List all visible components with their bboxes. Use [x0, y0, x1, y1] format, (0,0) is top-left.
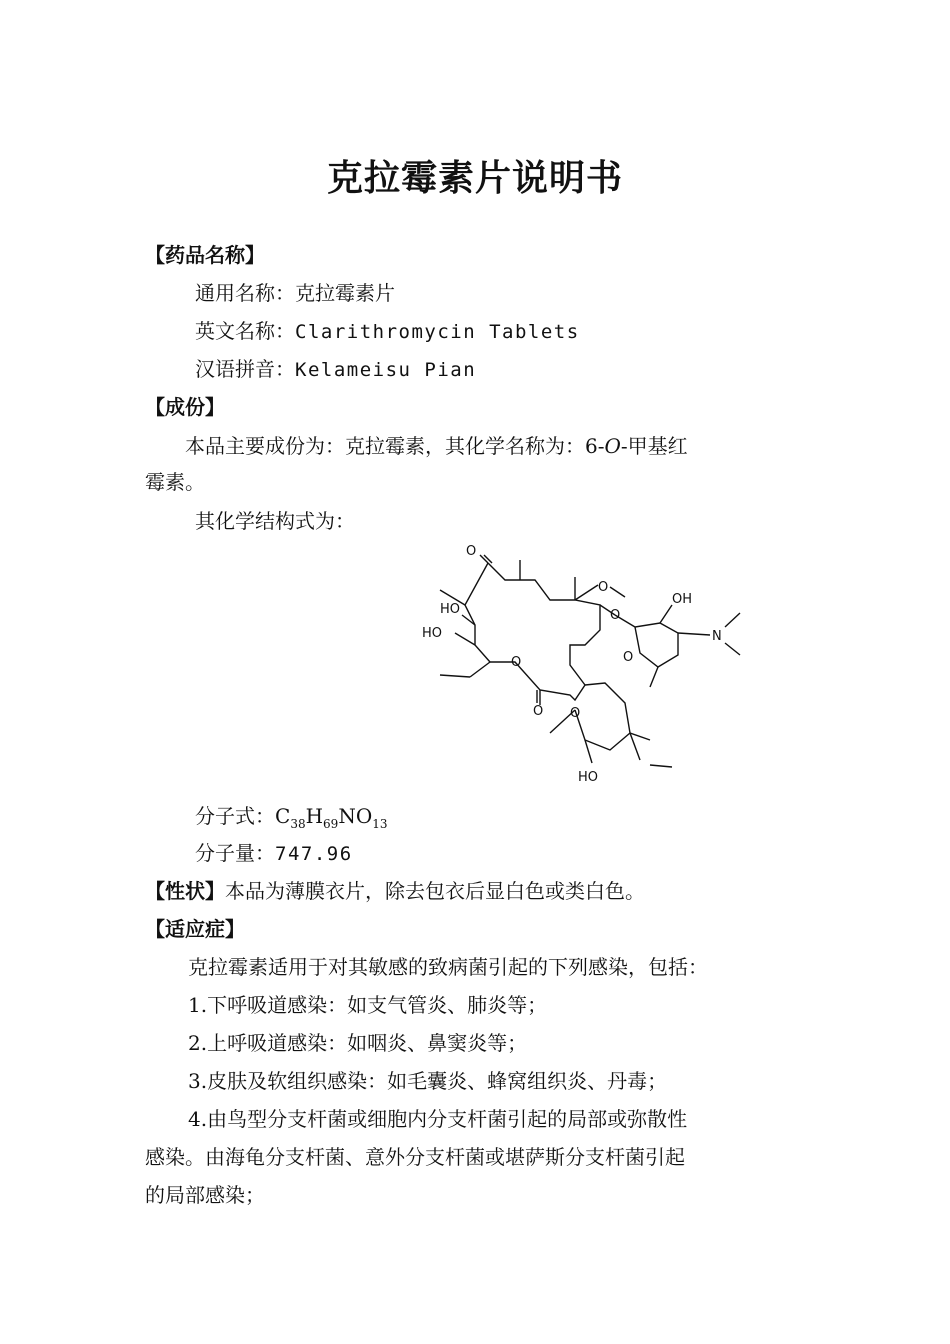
english-name-line	[195, 319, 580, 344]
english-name-label: 英文名称：	[195, 319, 295, 343]
atom-ho3: HO	[578, 770, 599, 785]
generic-name-label: 通用名称：	[195, 281, 295, 305]
atom-o3: O	[610, 608, 621, 623]
mw-label: 分子量：	[195, 841, 275, 865]
formula-h: H	[305, 804, 324, 828]
sugar-methyl-1	[650, 667, 658, 687]
formula-c: C	[275, 804, 291, 828]
ketone-bond-double	[484, 555, 492, 563]
indication-item-4-line2: 感染。由海龟分支杆菌、意外分支杆菌或堪萨斯分支杆菌引起	[145, 1145, 685, 1169]
indication-item-4-line3: 的局部感染；	[145, 1183, 265, 1207]
n-methyl-1	[725, 613, 740, 627]
formula-no-sub: 13	[372, 817, 388, 831]
pinyin-value: Kelameisu Pian	[295, 359, 477, 381]
sugar-methyl-3	[630, 733, 650, 740]
atom-n: N	[712, 629, 722, 644]
atom-ho2: HO	[422, 626, 443, 641]
section-heading-composition: 【成份】	[145, 395, 225, 419]
indication-item-1: 1.下呼吸道感染：如支气管炎、肺炎等；	[188, 993, 548, 1017]
document-title: 克拉霉素片说明书	[326, 158, 623, 199]
formula-no: NO	[338, 804, 373, 828]
macrolide-ring-bonds	[465, 563, 600, 700]
pinyin-label: 汉语拼音：	[195, 357, 295, 381]
chemical-structure-diagram	[410, 535, 755, 790]
molecular-weight-line	[195, 841, 353, 866]
atom-ho1: HO	[440, 602, 461, 617]
structure-label: 其化学结构式为：	[195, 509, 355, 533]
formula-line	[195, 804, 388, 836]
methoxy-methyl	[610, 587, 625, 597]
ketone-bond	[480, 555, 488, 563]
sugar-oh-bond-2	[585, 740, 592, 763]
composition-text-o: O	[604, 434, 621, 458]
section-heading-indications: 【适应症】	[145, 917, 245, 941]
formula-label: 分子式：	[195, 804, 275, 828]
atom-o6: O	[533, 704, 544, 719]
composition-text-b: -甲基红	[620, 434, 688, 458]
atom-o4: O	[623, 650, 634, 665]
atom-oh: OH	[672, 592, 693, 607]
n-methyl-2	[725, 643, 740, 655]
pinyin-line	[195, 357, 476, 382]
oh-bond-2	[455, 633, 475, 645]
formula-c-sub: 38	[290, 817, 306, 831]
methoxy-bond	[575, 585, 598, 600]
atom-o5: O	[511, 655, 522, 670]
generic-name-value: 克拉霉素片	[295, 281, 395, 305]
methoxy-bond-2	[630, 733, 640, 760]
atom-o7: O	[570, 706, 581, 721]
amine-bond	[678, 633, 710, 635]
formula-h-sub: 69	[323, 817, 339, 831]
english-name-value: Clarithromycin Tablets	[295, 321, 580, 343]
indications-intro: 克拉霉素适用于对其敏感的致病菌引起的下列感染，包括：	[188, 955, 708, 979]
composition-text-a: 本品主要成份为：克拉霉素，其化学名称为：6-	[185, 434, 605, 458]
description-line	[145, 879, 645, 903]
ethyl-bond-1	[470, 662, 490, 677]
section-heading-drug-name: 【药品名称】	[145, 243, 265, 267]
atom-o2: O	[598, 580, 609, 595]
indication-item-2: 2.上呼吸道感染：如咽炎、鼻窦炎等；	[188, 1031, 528, 1055]
cladinose-ring	[575, 683, 630, 750]
indication-item-4-line1: 4.由鸟型分支杆菌或细胞内分支杆菌引起的局部或弥散性	[188, 1107, 688, 1131]
composition-text-line1	[185, 434, 688, 458]
methoxy-methyl-2	[650, 765, 672, 767]
mw-value: 747.96	[275, 843, 353, 865]
sugar-oh-bond	[660, 605, 672, 623]
composition-text-line2: 霉素。	[145, 470, 205, 494]
description-text: 本品为薄膜衣片，除去包衣后显白色或类白色。	[225, 879, 645, 903]
section-heading-description: 【性状】	[145, 879, 225, 903]
indication-item-3: 3.皮肤及软组织感染：如毛囊炎、蜂窝组织炎、丹毒；	[188, 1069, 668, 1093]
generic-name-line	[195, 281, 395, 305]
atom-o1: O	[466, 544, 477, 559]
ethyl-bond-2	[440, 675, 470, 677]
